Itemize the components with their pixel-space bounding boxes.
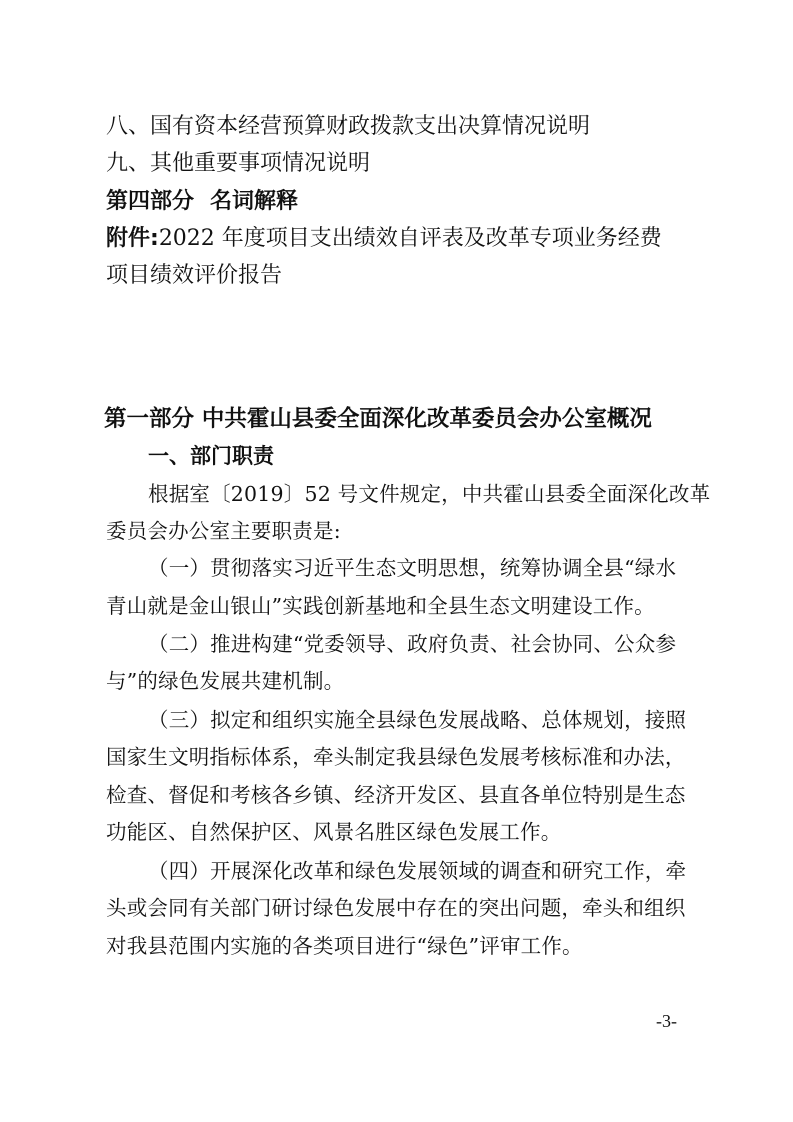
toc-attachment (106, 223, 696, 255)
section-heading-duties: 一、部门职责 (148, 444, 274, 468)
duty-3-line: （三）拟定和组织实施全县绿色发展战略、总体规划，接照 (148, 708, 687, 732)
duty-3-line: 功能区、自然保护区、风景名胜区绿色发展工作。 (106, 820, 562, 844)
duty-4-line: 对我县范围内实施的各类项目进行“绿色”评审工作。 (106, 934, 583, 958)
page-number: -3- (656, 1011, 677, 1031)
toc-attachment-continued: 项目绩效评价报告 (106, 263, 283, 288)
duty-1-line: （一）贯彻落实习近平生态文明思想，统筹协调全县“绿水 (148, 556, 677, 580)
duty-3-line: 国家生文明指标体系，牵头制定我县绿色发展考核标准和办法， (106, 745, 686, 769)
toc-attachment-label: 附件: (106, 226, 159, 251)
toc-part4-label: 第四部分 (106, 189, 195, 214)
part1-title: 第一部分 中共霍山县委全面深化改革委员会办公室概况 (104, 406, 652, 432)
toc-item-8: 八、国有资本经营预算财政拨款支出决算情况说明 (106, 114, 591, 139)
duty-4-line: 头或会同有关部门研讨绿色发展中存在的突出问题，牵头和组织 (106, 896, 686, 920)
paragraph-line: 委员会办公室主要职责是: (106, 519, 341, 543)
toc-part4 (106, 186, 696, 218)
duty-2-line: 与”的绿色发展共建机制。 (106, 669, 345, 693)
duty-4-line: （四）开展深化改革和绿色发展领域的调查和研究工作，牵 (148, 859, 687, 883)
duty-3-line: 检查、督促和考核各乡镇、经济开发区、县直各单位特别是生态 (106, 783, 686, 807)
toc-attachment-text: 2022 年度项目支出绩效自评表及改革专项业务经费 (158, 226, 662, 251)
paragraph-line: 根据室〔2019〕52 号文件规定，中共霍山县委全面深化改革 (148, 482, 711, 506)
duty-1-line: 青山就是金山银山”实践创新基地和全县生态文明建设工作。 (106, 594, 655, 618)
duty-2-line: （二）推进构建“党委领导、政府负责、社会协同、公众参 (148, 632, 677, 656)
toc-part4-title: 名词解释 (210, 189, 299, 214)
toc-item-9: 九、其他重要事项情况说明 (106, 151, 371, 176)
